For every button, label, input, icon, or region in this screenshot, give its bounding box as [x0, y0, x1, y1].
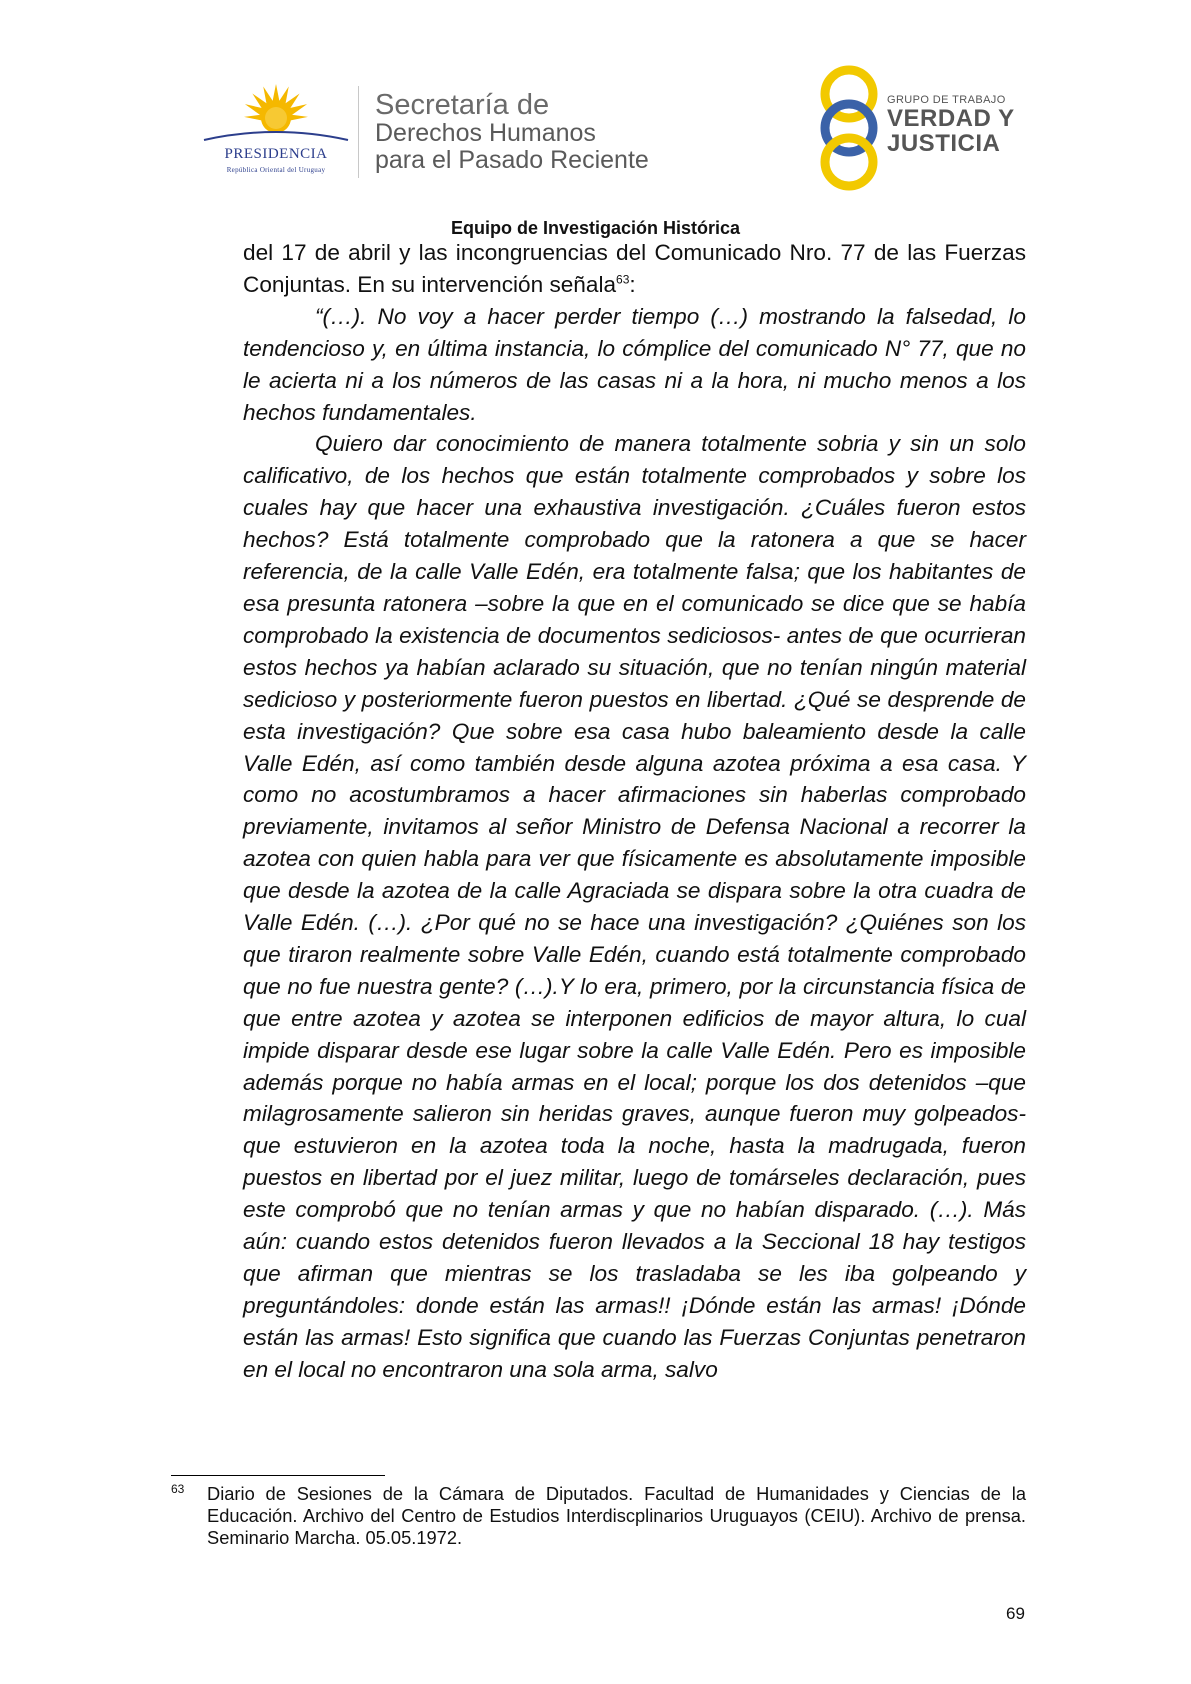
verdad-justicia-logo — [815, 64, 1015, 192]
presidencia-subtitle: República Oriental del Uruguay — [226, 166, 326, 174]
interlocked-rings-icon — [815, 64, 887, 192]
verdad-justicia-text — [887, 94, 1015, 156]
intro-text: del 17 de abril y las incongruencias del Comunicado Nro. 77 de las Fuerzas Conjuntas. En su intervención señala — [243, 240, 1026, 297]
footnote-reference[interactable]: 63 — [616, 272, 630, 287]
verdad-label: VERDAD Y — [887, 105, 1015, 132]
secretaria-line-3: para el Pasado Reciente — [375, 146, 649, 174]
page-number: 69 — [1006, 1604, 1025, 1623]
sun-emblem-icon — [196, 84, 356, 148]
paragraph-intro — [243, 237, 1026, 301]
grupo-label: GRUPO DE TRABAJO — [887, 94, 1006, 106]
body-text — [243, 237, 1026, 1386]
intro-colon: : — [629, 271, 636, 297]
secretaria-line-2: Derechos Humanos — [375, 119, 596, 147]
quote-paragraph-2: Quiero dar conocimiento de manera totalmente sobria y sin un solo calificativo, de los hechos que están totalmente comprobados y sobre los cuales hay que hacer una exhaustiva investigación. ¿Cuáles fueron estos hechos? Está totalmente comprobado que la ratonera a que se hacer referencia, de la calle Valle Edén, era totalmente falsa; que los habitantes de esa presunta ratonera –sobre la que en el comunicado se dice que se había comprobado la existencia de documentos sediciosos- antes de que ocurrieran estos hechos ya habían aclarado su situación, que no tenían ningún material sedicioso y posteriormente fueron puestos en libertad. ¿Qué se desprende de esta investigación? Que sobre esa casa hubo baleamiento desde la calle Valle Edén, así como también desde alguna azotea próxima a esa casa. Y como no acostumbramos a hacer afirmaciones sin haberlas comprobado previamente, invitamos al señor Ministro de Defensa Nacional a recorrer la azotea con quien habla para ver que físicamente es absolutamente imposible que desde la azotea de la calle Agraciada se dispara sobre la otra cuadra de Valle Edén. (…). ¿Por qué no se hace una investigación? ¿Quiénes son los que tiraron realmente sobre Valle Edén, cuando está totalmente comprobado que no fue nuestra gente? (…).Y lo era, primero, por la circunstancia física de que entre azotea y azotea se interponen edificios de mayor altura, lo cual impide disparar desde ese lugar sobre la calle Valle Edén. Pero es imposible además porque no había armas en el local; porque los dos detenidos –que milagrosamente salieron sin heridas graves, aunque fueron muy golpeados- que estuvieron en la azotea toda la noche, hasta la madrugada, fueron puestos en libertad por el juez militar, luego de tomárseles declaración, pues este comprobó que no tenían armas y que no habían disparado. (…). Más aún: cuando estos detenidos fueron llevados a la Seccional 18 hay testigos que afirman que mientras se los trasladaba se les iba golpeando y preguntándoles: donde están las armas!! ¡Dónde están las armas! ¡Dónde están las armas! Esto significa que cuando las Fuerzas Conjuntas penetraron en el local no encontraron una sola arma, salvo — [243, 431, 1026, 1382]
footnote-number: 63 — [171, 1482, 185, 1496]
footnote-text: Diario de Sesiones de la Cámara de Diputados. Facultad de Humanidades y Ciencias de la Educación. Archivo del Centro de Estudios Interdiscplinarios Uruguayos (CEIU). Archivo de prensa. Seminario Marcha. 05.05.1972. — [207, 1483, 1026, 1548]
quote-paragraph-1: “(…). No voy a hacer perder tiempo (…) mostrando la falsedad, lo tendencioso y, en última instancia, lo cómplice del comunicado N° 77, que no le acierta ni a los números de las casas ni a la hora, ni mucho menos a los hechos fundamentales. — [243, 303, 1026, 425]
presidencia-name: PRESIDENCIA — [224, 146, 328, 162]
justicia-label: JUSTICIA — [887, 130, 1001, 157]
footnote-separator — [171, 1475, 385, 1476]
header-divider — [358, 86, 359, 178]
presidencia-logo — [196, 84, 356, 176]
secretaria-line-1: Secretaría de — [375, 89, 550, 121]
section-title: Equipo de Investigación Histórica — [450, 218, 741, 238]
secretaria-logo — [375, 90, 649, 174]
